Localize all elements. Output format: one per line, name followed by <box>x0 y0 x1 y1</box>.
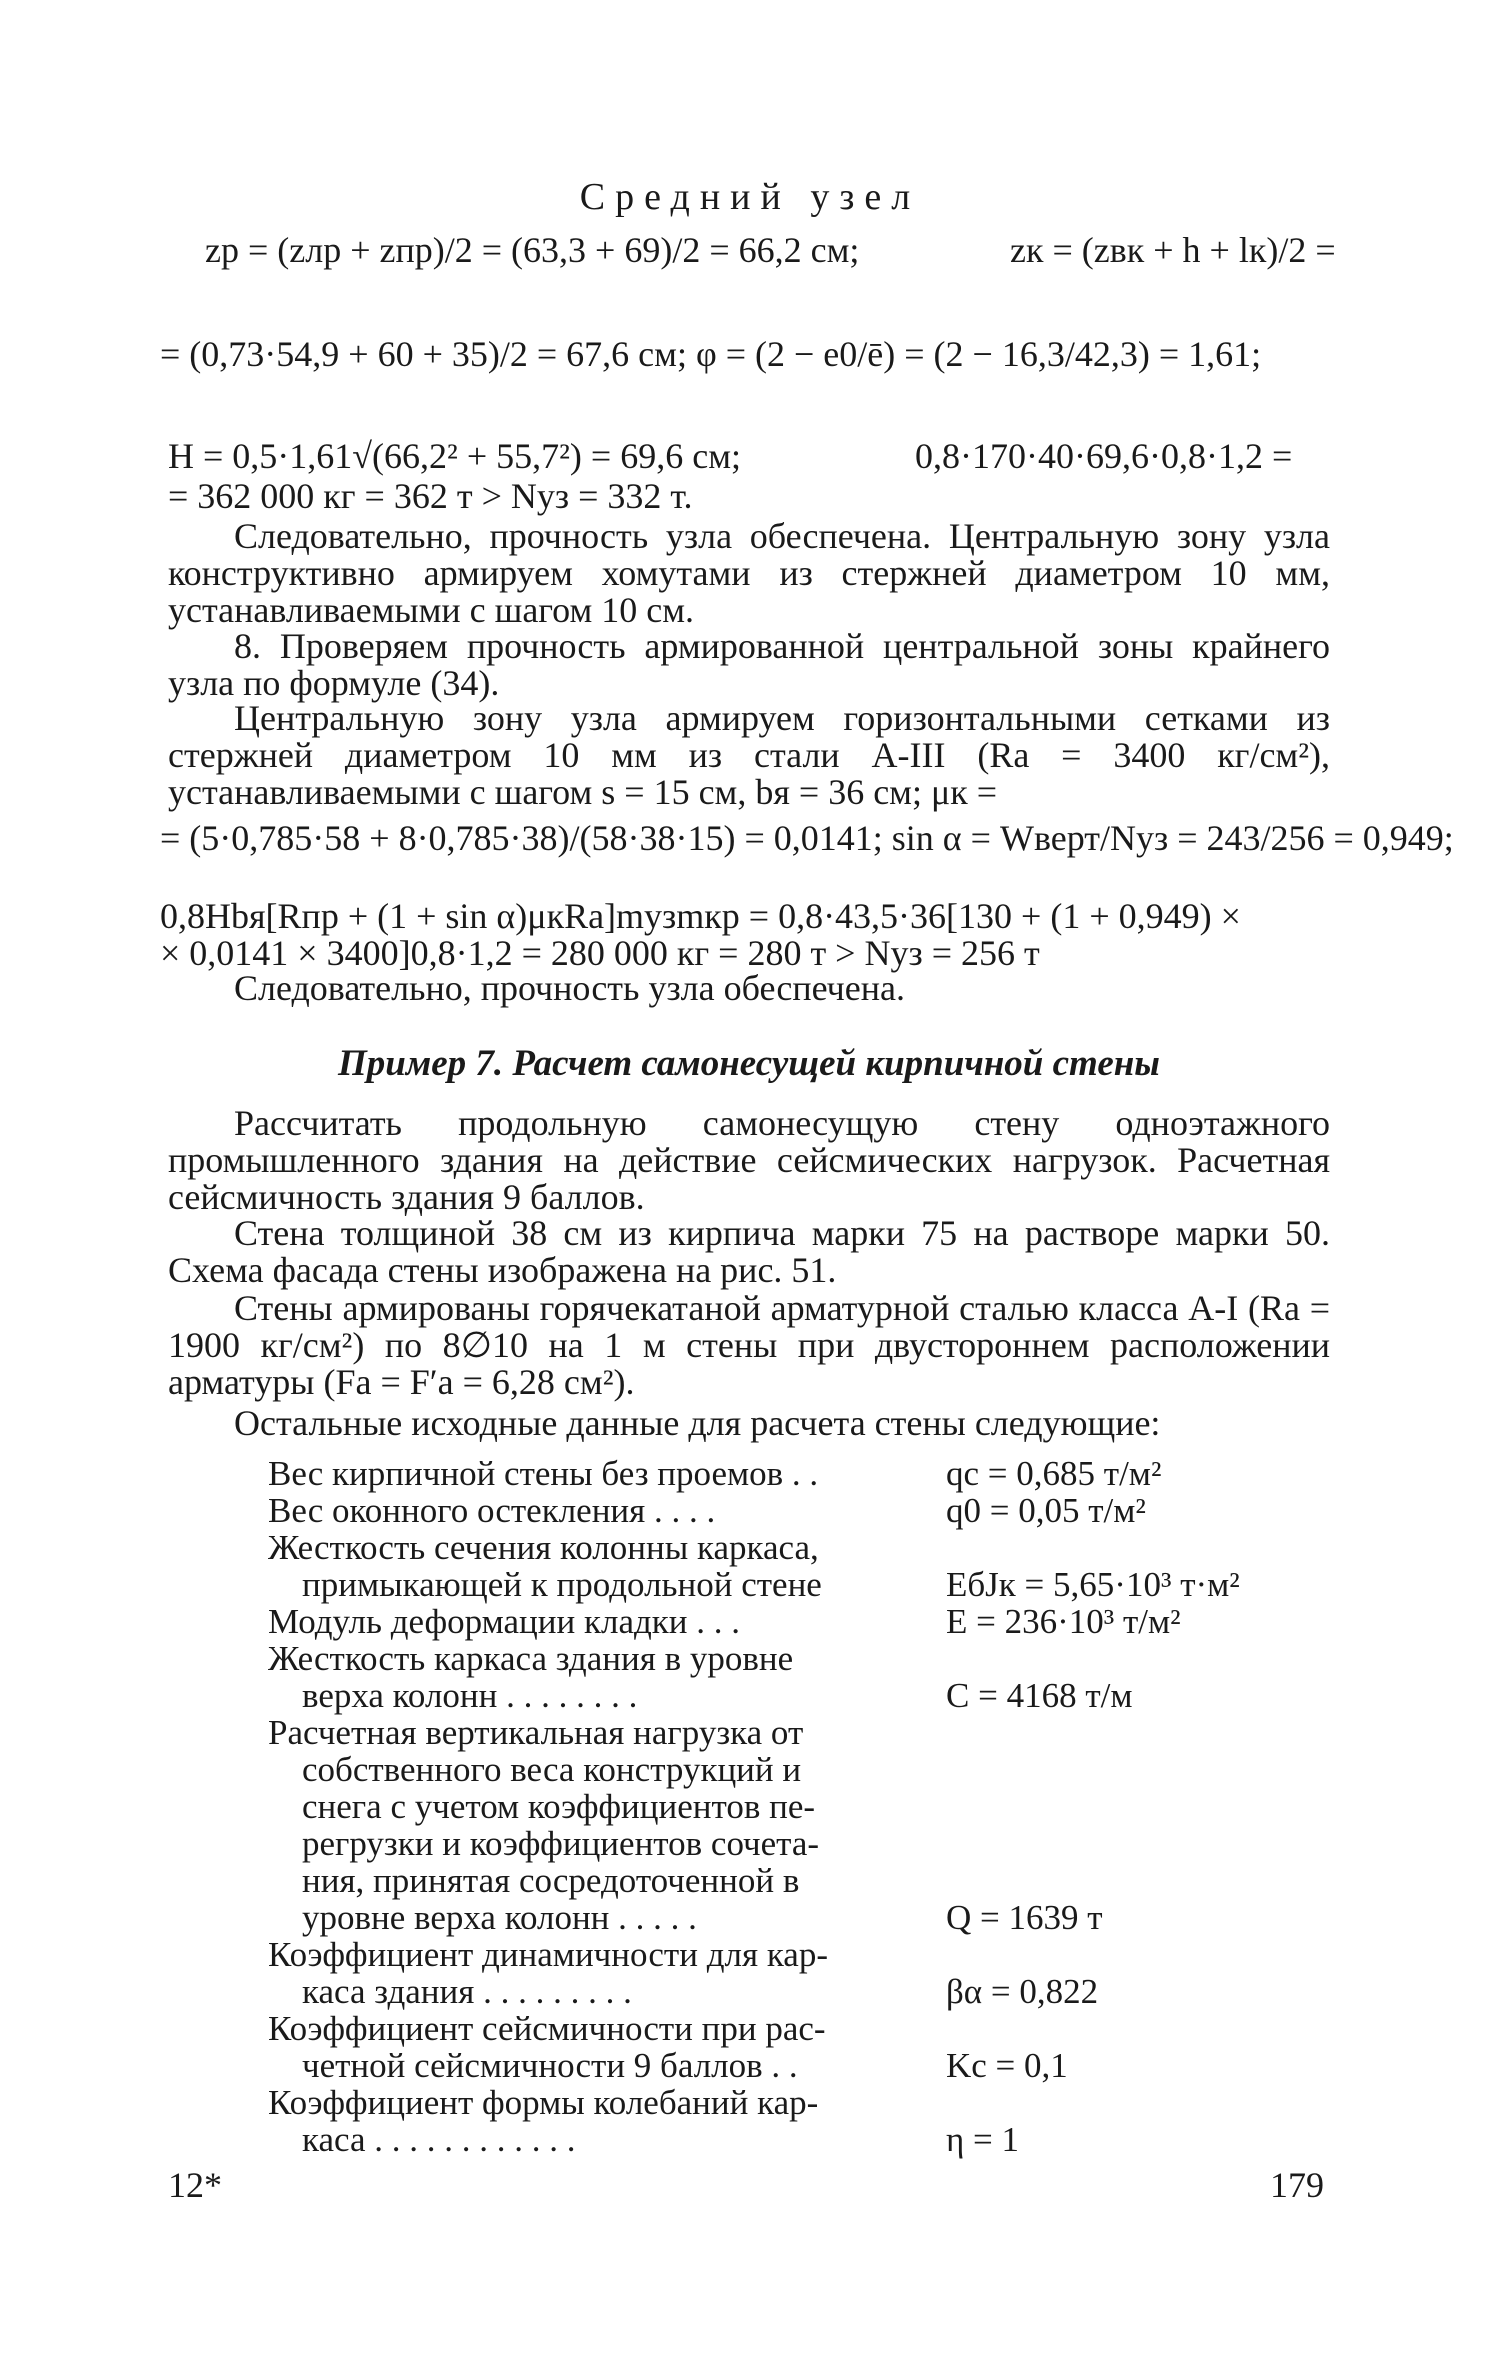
page-number: 179 <box>1270 2165 1324 2205</box>
param-value: qс = 0,685 т/м² <box>946 1454 1162 1493</box>
param-value: EбJк = 5,65·10³ т·м² <box>946 1565 1240 1604</box>
param-label: Вес кирпичной стены без проемов . . <box>268 1454 819 1493</box>
param-label: Модуль деформации кладки . . . <box>268 1602 741 1641</box>
paragraph-wall-thickness: Стена толщиной 38 см из кирпича марки 75 на растворе марки 50. Схема фасада стены изображена на рис. 51. <box>168 1213 1330 1290</box>
paragraph-strength-ok-2: Следовательно, прочность узла обеспечена. <box>234 968 905 1008</box>
param-label: Жесткость сечения колонны каркаса, примыкающей к продольной стене <box>268 1528 822 1604</box>
paragraph-strength-ok: Следовательно, прочность узла обеспечена. Центральную зону узла конструктивно армируем хомутами из стержней диаметром 10 мм, устанавливаемыми с шагом 10 см. <box>168 516 1330 630</box>
paragraph-wall-reinforcement: Стены армированы горячекатаной арматурной сталью класса А-I (Rа = 1900 кг/см²) по 8∅10 на 1 м стены при двустороннем расположении арматуры (Fа = F′а = 6,28 см²). <box>168 1288 1330 1402</box>
formula-phi: = (0,73·54,9 + 60 + 35)/2 = 67,6 см; φ = (2 − e0/ē) = (2 − 16,3/42,3) = 1,61; <box>160 334 1262 374</box>
formula-capacity-2: × 0,0141 × 3400]0,8·1,2 = 280 000 кг = 280 т > Nуз = 256 т <box>160 933 1040 973</box>
formula-z-k: zк = (zвк + h + lк)/2 = <box>1010 230 1336 270</box>
parameters-list <box>268 1454 1388 2159</box>
formula-strength: 0,8·170·40·69,6·0,8·1,2 = <box>915 436 1293 476</box>
example-heading: Пример 7. Расчет самонесущей кирпичной стены <box>338 1043 1160 1084</box>
param-label: Коэффициент формы колебаний кар- каса . . . . . . . . . . . . <box>268 2083 819 2159</box>
formula-result: = 362 000 кг = 362 т > Nуз = 332 т. <box>168 476 693 516</box>
paragraph-other-data: Остальные исходные данные для расчета стены следующие: <box>234 1403 1161 1443</box>
param-value: C = 4168 т/м <box>946 1676 1133 1715</box>
signature-mark: 12* <box>168 2165 222 2205</box>
section-title: Средний узел <box>579 176 921 218</box>
param-label: Коэффициент динамичности для кар- каса здания . . . . . . . . . <box>268 1935 828 2011</box>
paragraph-task: Рассчитать продольную самонесущую стену одноэтажного промышленного здания на действие сейсмических нагрузок. Расчетная сейсмичность здания 9 баллов. <box>168 1103 1330 1217</box>
param-value: η = 1 <box>946 2120 1020 2159</box>
paragraph-reinforcement: Центральную зону узла армируем горизонтальными сетками из стержней диаметром 10 мм из стали А-III (Rа = 3400 кг/см²), устанавливаемыми с шагом s = 15 см, bя = 36 см; μк = <box>168 698 1330 812</box>
formula-h: H = 0,5·1,61√(66,2² + 55,7²) = 69,6 см; <box>168 436 741 476</box>
param-value: Kс = 0,1 <box>946 2046 1068 2085</box>
paragraph-step-8: 8. Проверяем прочность армированной центральной зоны крайнего узла по формуле (34). <box>168 626 1330 703</box>
param-label: Жесткость каркаса здания в уровне верха колонн . . . . . . . . <box>268 1639 794 1715</box>
param-value: q0 = 0,05 т/м² <box>946 1491 1146 1530</box>
param-label: Коэффициент сейсмичности при рас- четной сейсмичности 9 баллов . . <box>268 2009 826 2085</box>
param-value: βα = 0,822 <box>946 1972 1099 2011</box>
param-value: Q = 1639 т <box>946 1898 1103 1937</box>
formula-z-r: zр = (zлр + zпр)/2 = (63,3 + 69)/2 = 66,2 см; <box>205 230 860 270</box>
param-value: E = 236·10³ т/м² <box>946 1602 1181 1641</box>
param-label: Вес оконного остекления . . . . <box>268 1491 716 1530</box>
formula-mu-sin: = (5·0,785·58 + 8·0,785·38)/(58·38·15) = 0,0141; sin α = Wверт/Nуз = 243/256 = 0,949; <box>160 818 1454 858</box>
formula-capacity-1: 0,8Hbя[Rпр + (1 + sin α)μкRа]mузmкр = 0,8·43,5·36[130 + (1 + 0,949) × <box>160 896 1241 936</box>
param-label: Расчетная вертикальная нагрузка от собственного веса конструкций и снега с учетом коэффициентов пе- регрузки и коэффициентов сочета- ния, принятая сосредоточенной в уровне верха колонн . . . . . <box>268 1713 820 1937</box>
